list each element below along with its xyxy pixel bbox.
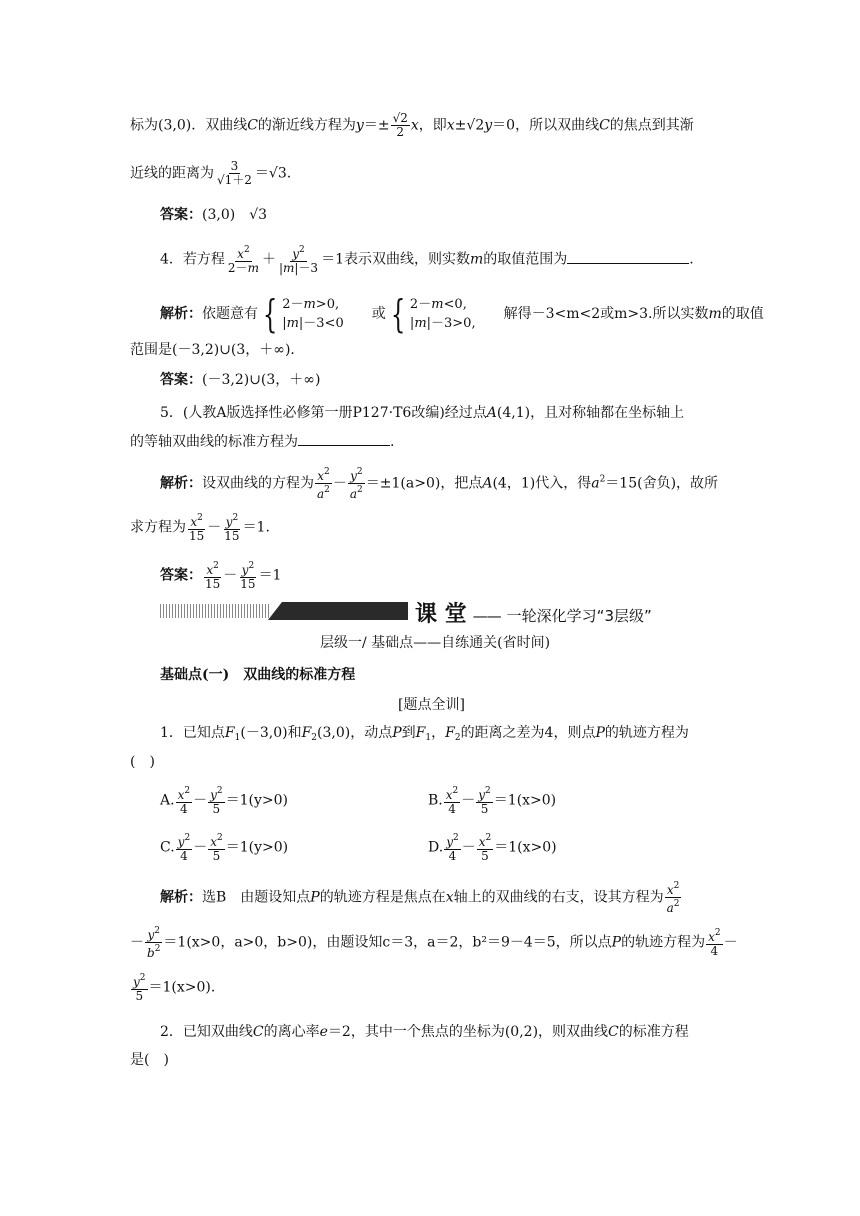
text-line: － $\frac{y^2}{b^2}$ ＝1(x>0，a>0，b>0)，由题设知c＝3，a＝2，b²＝9－4＝5，所以点P的轨迹方程为 $\frac{x^2}{4}$ － (130, 926, 738, 960)
text-line: 是( ) (130, 1052, 169, 1068)
solution-1: 解析：选B 由题设知点P的轨迹方程是焦点在x轴上的双曲线的右支，设其方程为 $\frac{x^2}{a^2}$ (160, 881, 680, 915)
section-banner (160, 597, 730, 625)
text-line: 求方程为 $\frac{x^2}{15}$ － $\frac{y^2}{15}$ ＝1. (130, 513, 270, 543)
banner-separator: —— (472, 607, 501, 625)
text-line: 范围是(－3,2)∪(3，＋∞)． (130, 342, 305, 358)
banner-subtitle: 一轮深化学习“3层级” (506, 607, 652, 625)
option-c: C. $\frac{y^2}{4}$ － $\frac{x^2}{5}$ ＝1(y>0) (160, 833, 289, 863)
solution-4: 解析：依题意有 { 2－m>0, |m|－3<0 或 { 2－m<0, |m|－3>0, 解得－3<m<2或m>3.所以实数m的取值 (160, 292, 764, 336)
question-2: 2．已知双曲线C的离心率e＝2，其中一个焦点的坐标为(0,2)，则双曲线C的标准方程 (160, 1024, 689, 1040)
answer-paren: ( ) (130, 754, 155, 770)
banner-title: 课 堂 (415, 602, 467, 627)
answer-line: 答案：(3,0) √3 (160, 207, 268, 223)
option-b: B. $\frac{x^2}{4}$ － $\frac{y^2}{5}$ ＝1(x>0) (428, 786, 557, 816)
question-5: 5．(人教A版选择性必修第一册P127·T6改编)经过点A(4,1)，且对称轴都在坐标轴上 (160, 405, 685, 421)
text-line: 近线的距离为 $\frac{3}{√1+2}$ ＝√3. (130, 159, 292, 187)
option-a: A. $\frac{x^2}{4}$ － $\frac{y^2}{5}$ ＝1(y>0) (160, 786, 288, 816)
text-line: 的等轴双曲线的标准方程为 . (130, 431, 394, 452)
text-line: $\frac{y^2}{5}$ ＝1(x>0). (133, 973, 216, 1003)
answer-line: 答案：(－3,2)∪(3，＋∞) (160, 372, 321, 388)
solution-5: 解析：设双曲线的方程为 $\frac{x^2}{a^2}$ － $\frac{y^2}{a^2}$ ＝±1(a>0)，把点A(4，1)代入，得$a^2=15$(舍负)，故所 (160, 467, 719, 501)
banner-bar (268, 602, 408, 620)
section-heading: 基础点(一) 双曲线的标准方程 (160, 667, 356, 683)
answer-line: 答案： $\frac{x^2}{15}$ － $\frac{y^2}{15}$ ＝1 (160, 561, 282, 591)
level-title: 层级一/ 基础点——自练通关(省时间) (320, 635, 551, 651)
section-tag: [题点全训] (398, 697, 465, 713)
banner-stripe (160, 604, 270, 618)
text-line: 标为(3,0)．双曲线C的渐近线方程为y＝± $\frac{√2}{2}$ x，即x±√2y＝0，所以双曲线C的焦点到其渐 (130, 111, 694, 139)
question-1: 1．已知点$F_1(-3,0)$和$F_2(3,0)$，动点P到$F_1$，$F_2$的距离之差为4，则点P的轨迹方程为 (160, 725, 689, 743)
option-d: D. $\frac{y^2}{4}$ － $\frac{x^2}{5}$ ＝1(x>0) (428, 833, 557, 863)
question-4: 4．若方程 $\frac{x^2}{2-m}$ ＋ $\frac{y^2}{|m|-3}$ ＝1表示双曲线，则实数m的取值范围为 . (160, 245, 694, 275)
